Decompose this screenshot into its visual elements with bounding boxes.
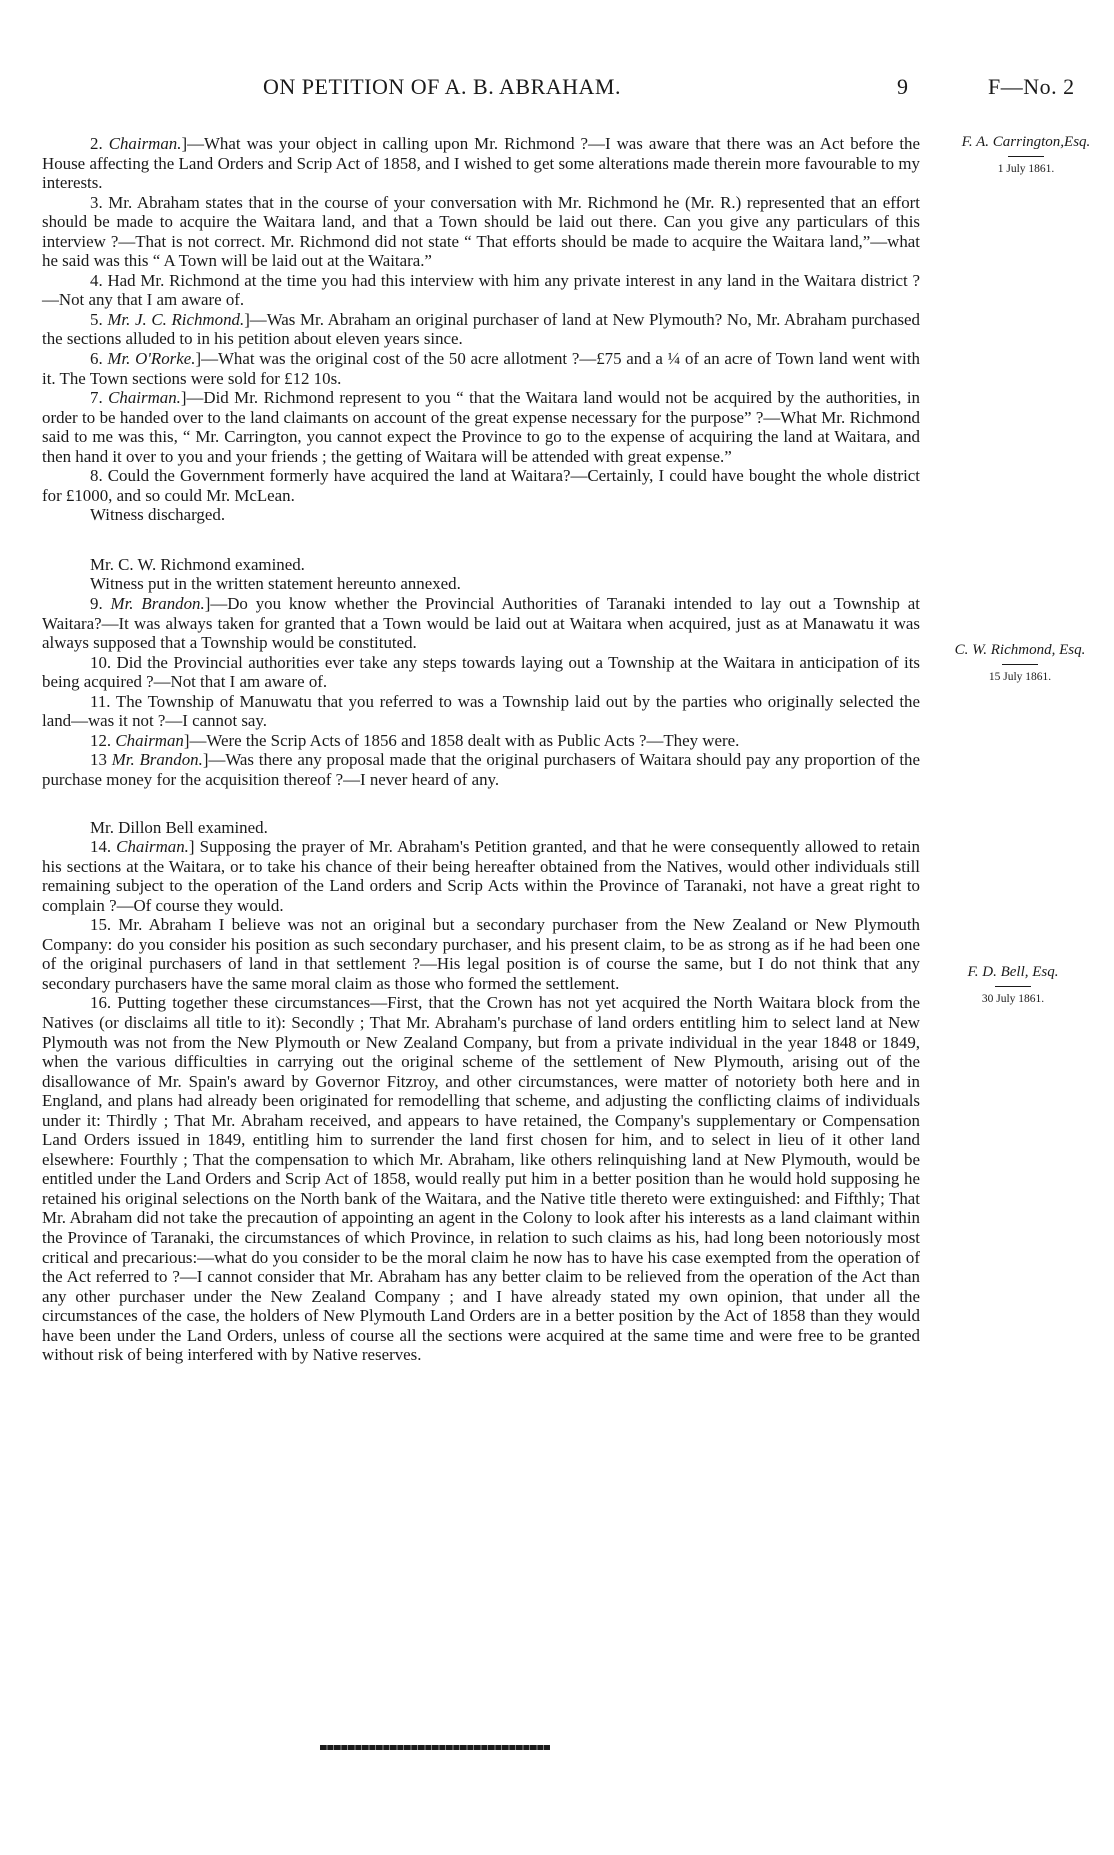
- paragraph-12: 12. Chairman]—Were the Scrip Acts of 1856 and 1858 dealt with as Public Acts ?—They were.: [90, 730, 740, 750]
- divider: [1002, 664, 1038, 665]
- richmond-statement: Witness put in the written statement hereunto annexed.: [90, 574, 461, 594]
- page-header: [0, 74, 1114, 104]
- margin-note-bell: [935, 964, 1091, 1005]
- speaker: Mr. Brandon.: [110, 594, 205, 614]
- margin-note-carrington: [948, 134, 1104, 175]
- paragraph-8: 8. Could the Government formerly have acquired the land at Waitara?—Certainly, I could have bought the whole district for £1000, and so could Mr. McLean.: [42, 466, 920, 505]
- richmond-examined: Mr. C. W. Richmond examined.: [90, 554, 305, 574]
- paragraph-2: 2. Chairman.]—What was your object in calling upon Mr. Richmond ?—I was aware that there was an Act before the House affecting the Land Orders and Scrip Act of 1858, and I wished to get some alterations made therein more favourable to my interests.: [42, 134, 920, 193]
- witness-discharged: Witness discharged.: [90, 505, 226, 525]
- paragraph-6: 6. Mr. O'Rorke.]—What was the original cost of the 50 acre allotment ?—£75 and a ¼ of an acre of Town land went with it. The Town sections were sold for £12 10s.: [42, 349, 920, 388]
- paragraph-3: 3. Mr. Abraham states that in the course of your conversation with Mr. Richmond he (Mr. R.) represented that an effort should be made to acquire the Waitara land, and that a Town should be laid out there. Can you give any particulars of this interview ?—That is not correct. Mr. Richmond did not state “ That efforts should be made to acquire the Waitara land,”—what he said was this “ A Town will be laid out at the Waitara.”: [42, 192, 920, 271]
- paragraph-10: 10. Did the Provincial authorities ever take any steps towards laying out a Township at the Waitara in anticipation of its being acquired ?—Not that I am aware of.: [42, 652, 920, 692]
- speaker: Chairman.: [116, 837, 189, 857]
- page-number: 9: [897, 74, 909, 99]
- examination-date: 15 July 1861.: [988, 671, 1052, 683]
- speaker: Chairman: [115, 730, 184, 750]
- bell-examined: Mr. Dillon Bell examined.: [90, 817, 268, 837]
- document-reference: F—No. 2: [988, 74, 1075, 99]
- speaker: Mr. J. C. Richmond.: [107, 309, 245, 329]
- paragraph-13: 13 Mr. Brandon.]—Was there any proposal made that the original purchasers of Waitara should pay any proportion of the purchase money for the acquisition thereof ?—I never heard of any.: [42, 750, 920, 789]
- paragraph-11: 11. The Township of Manuwatu that you referred to was a Township laid out by the parties who originally selected the land—was it not ?—I cannot say.: [42, 691, 920, 731]
- evidence-body: [42, 134, 920, 1365]
- paragraph-9: 9. Mr. Brandon.]—Do you know whether the Provincial Authorities of Taranaki intended to lay out a Township at Waitara?—It was always taken for granted that a Town would be laid out at Waitara when acquired, just as at Manawatu it was always supposed that a Township would be constituted.: [42, 594, 920, 653]
- paragraph-4: 4. Had Mr. Richmond at the time you had this interview with him any private interest in any land in the Waitara district ?—Not any that I am aware of.: [42, 270, 920, 310]
- speaker: Chairman.: [108, 134, 182, 153]
- speaker: Mr. Brandon.: [111, 750, 203, 770]
- examination-date: 1 July 1861.: [997, 163, 1055, 175]
- examination-date: 30 July 1861.: [981, 993, 1045, 1005]
- witness-name: C. W. Richmond, Esq.: [954, 642, 1086, 658]
- speaker: Chairman.: [108, 388, 181, 408]
- paragraph-7: 7. Chairman.]—Did Mr. Richmond represent to you “ that the Waitara land would not be acquired by the authorities, in order to be handed over to the land claimants on account of the great expense necessary for the purpose” ?—What Mr. Richmond said to me was this, “ Mr. Carrington, you cannot expect the Province to go to the expense of acquiring the land at Waitara, and then hand it over to you and your friends ; the getting of Waitara will be attended with great expense.”: [42, 388, 920, 466]
- margin-note-richmond: [942, 642, 1098, 683]
- divider: [995, 986, 1031, 987]
- witness-name: F. D. Bell, Esq.: [967, 964, 1059, 980]
- paragraph-14: 14. Chairman.] Supposing the prayer of Mr. Abraham's Petition granted, and that he were consequently allowed to retain his sections at the Waitara, or to take his chance of their being hereafter obtained from the Natives, would other individuals still remaining subject to the operation of the Land orders and Scrip Acts within the Province of Taranaki, not have a great right to complain ?—Of course they would.: [42, 837, 920, 915]
- divider: [1008, 156, 1044, 157]
- section-spacer: [42, 790, 920, 818]
- witness-name: F. A. Carrington,Esq.: [961, 134, 1091, 150]
- paragraph-5: 5. Mr. J. C. Richmond.]—Was Mr. Abraham an original purchaser of land at New Plymouth? No, Mr. Abraham purchased the sections alluded to in his petition about eleven years since.: [42, 309, 921, 349]
- paragraph-15: 15. Mr. Abraham I believe was not an original but a secondary purchaser from the New Zealand or New Plymouth Company: do you consider his position as such secondary purchaser, and his present claim, to be as strong as if he had been one of the original purchasers of land in that settlement ?—His legal position is of course the same, but I do not think that any secondary purchasers have the same moral claim as those who formed the settlement.: [42, 915, 920, 993]
- document-title: ON PETITION OF A. B. ABRAHAM.: [263, 74, 621, 99]
- section-spacer: [42, 525, 920, 555]
- end-of-section-rule: [320, 1745, 550, 1750]
- paragraph-16: 16. Putting together these circumstances—First, that the Crown has not yet acquired the North Waitara block from the Natives (or disclaims all title to it): Secondly ; That Mr. Abraham's purchase of land orders entitling him to select land at New Plymouth was not from the New Plymouth or New Zealand Company, but from a private individual in the year 1848 or 1849, when the various difficulties in carrying out the original scheme of the settlement of New Plymouth, arising out of the disallowance of Mr. Spain's award by Governor Fitzroy, and other circumstances, were matter of notoriety both here and in England, and plans had already been originated for remodelling that scheme, and adjusting the conflicting claims of individuals under it: Thirdly ; That Mr. Abraham received, and appears to have retained, the Company's supplementary or Compensation Land Orders issued in 1849, entitling him to surrender the land first chosen for him, and to select in lieu of it other land elsewhere: Fourthly ; That the compensation to which Mr. Abraham, like others relinquishing land at New Plymouth, would be entitled under the Land Orders and Scrip Act of 1858, would really put him in a better position than he would hold supposing he retained his original selections on the North bank of the Waitara, and the Native title thereto were extinguished: and Fifthly; That Mr. Abraham did not take the precaution of appointing an agent in the Colony to look after his interests as a land claimant within the Province of Taranaki, the circumstances of which Province, in relation to such claims as his, had long been notoriously most critical and precarious:—what do you consider to be the moral claim he now has to have his case exempted from the operation of the Act referred to ?—I cannot consider that Mr. Abraham has any better claim to be relieved from the operation of the Act than any other purchaser under the New Zealand Company ; and I have already stated my own opinion, that under all the circumstances of the case, the holders of New Plymouth Land Orders are in a better position by the Act of 1858 than they would have been under the Land Orders, unless of course all the sections were acquired at the same time and were free to be granted without risk of being interfered with by Native reserves.: [42, 993, 920, 1365]
- speaker: Mr. O'Rorke.: [107, 349, 196, 369]
